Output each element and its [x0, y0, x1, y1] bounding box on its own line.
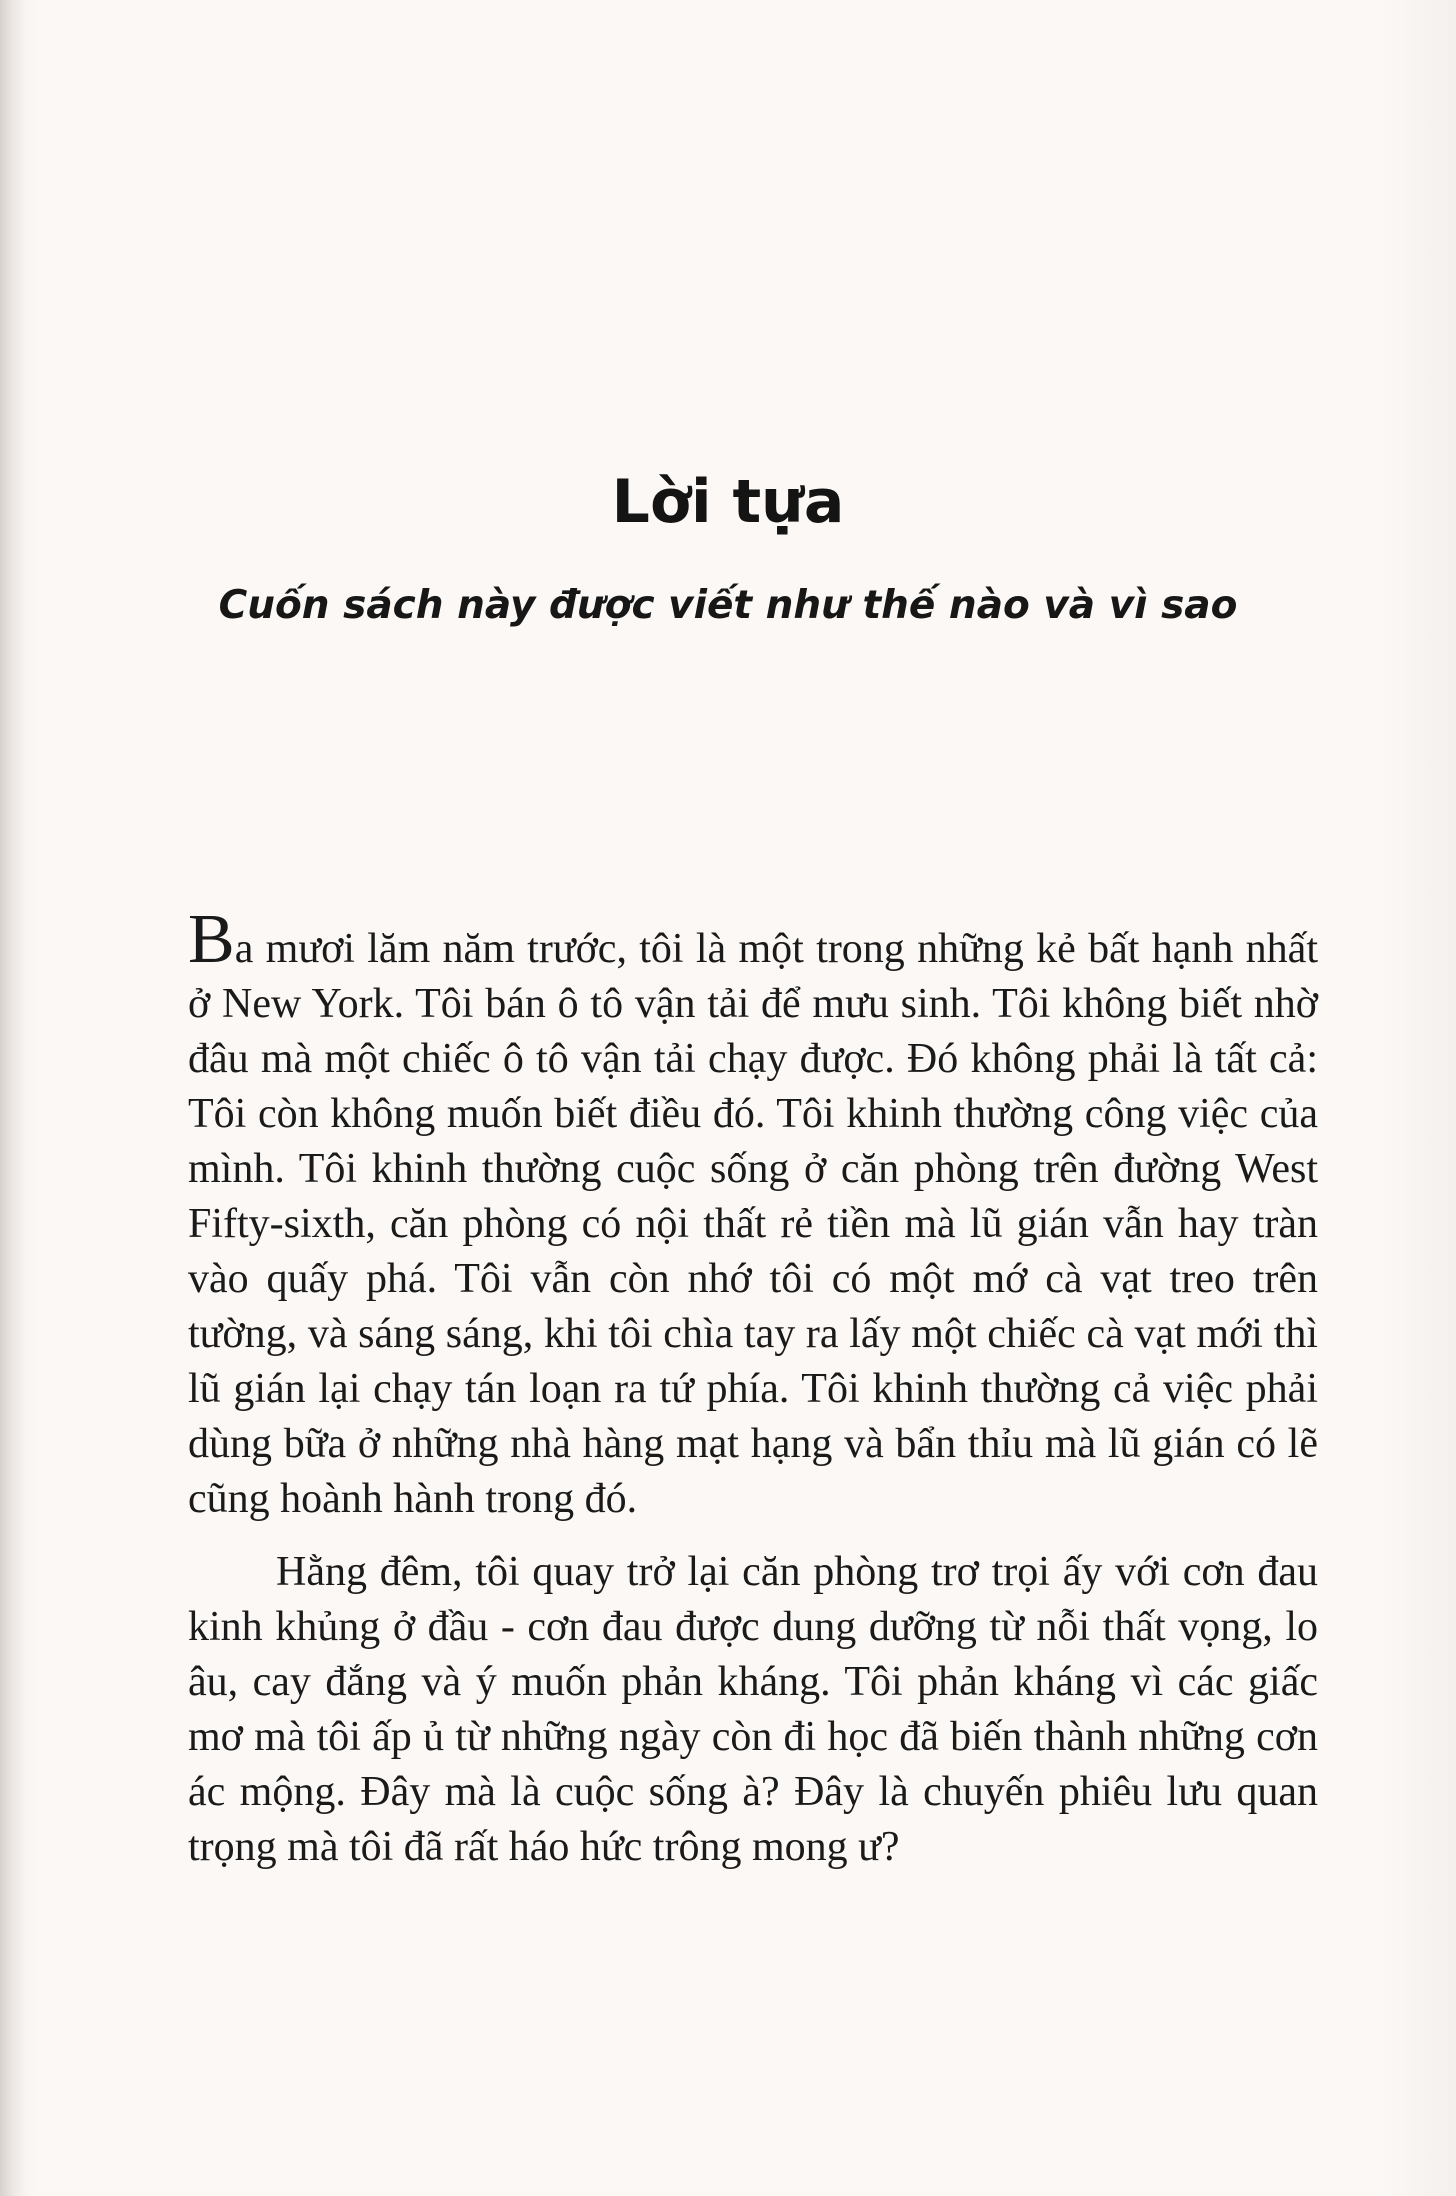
page-spine-shadow — [0, 0, 26, 2196]
paragraph-1 — [188, 901, 1318, 1527]
chapter-subtitle: Cuốn sách này được viết như thế nào và vì sao — [218, 583, 1238, 628]
paragraph-2: Hằng đêm, tôi quay trở lại căn phòng trơ trọi ấy với cơn đau kinh khủng ở đầu - cơn đau được dung dưỡng từ nỗi thất vọng, lo âu, cay đắng và ý muốn phản kháng. Tôi phản kháng vì các giấc mơ mà tôi ấp ủ từ những ngày còn đi học đã biến thành những cơn ác mộng. Đây mà là cuộc sống à? Đây là chuyến phiêu lưu quan trọng mà tôi đã rất háo hức trông mong ư? — [188, 1549, 1318, 1870]
paragraph-1-text: a mươi lăm năm trước, tôi là một trong những kẻ bất hạnh nhất ở New York. Tôi bán ô tô vận tải để mưu sinh. Tôi không biết nhờ đâu mà một chiếc ô tô vận tải chạy được. Đó không phải là tất cả: Tôi còn không muốn biết điều đó. Tôi khinh thường công việc của mình. Tôi khinh thường cuộc sống ở căn phòng trên đường West Fifty-sixth, căn phòng có nội thất rẻ tiền mà lũ gián vẫn hay tràn vào quấy phá. Tôi vẫn còn nhớ tôi có một mớ cà vạt treo trên tường, và sáng sáng, khi tôi chìa tay ra lấy một chiếc cà vạt mới thì lũ gián lại chạy tán loạn ra tứ phía. Tôi khinh thường cả việc phải dùng bữa ở những nhà hàng mạt hạng và bẩn thỉu mà lũ gián có lẽ cũng hoành hành trong đó. — [188, 926, 1318, 1522]
chapter-title: Lời tựa — [611, 467, 845, 537]
drop-cap-letter: B — [188, 901, 235, 978]
body-text — [188, 901, 1318, 1875]
